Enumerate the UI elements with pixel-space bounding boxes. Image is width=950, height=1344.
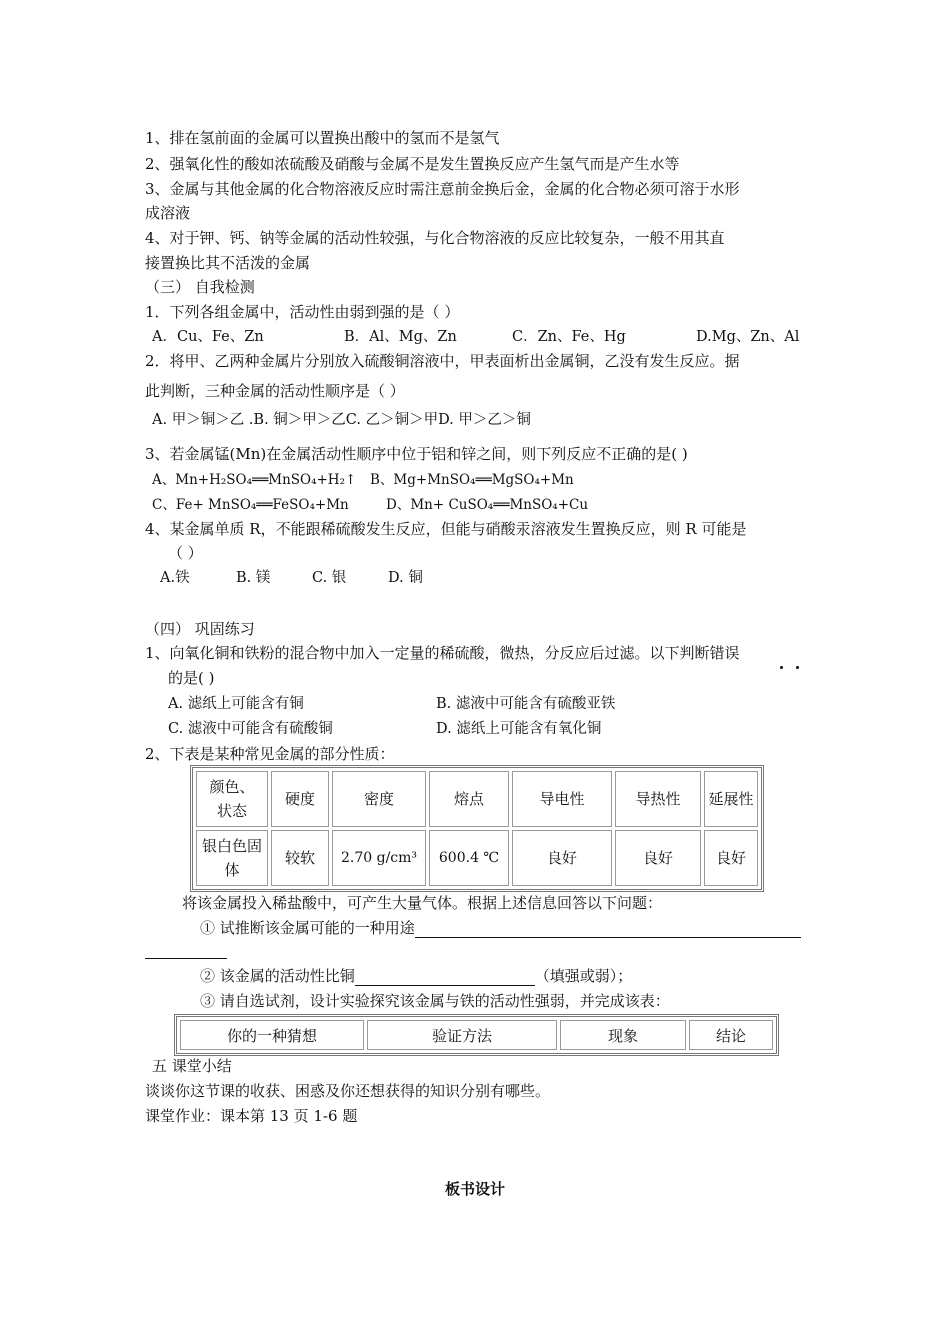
cell-color-state xyxy=(196,830,268,886)
s3-q3-option-c: C、Fe+ MnSO₄══FeSO₄+Mn xyxy=(152,497,349,513)
cell-color-line1: 银白色固 xyxy=(201,837,262,855)
note-3-line1: 3、金属与其他金属的化合物溶液反应时需注意前金换后金，金属的化合物必须可溶于水形 xyxy=(145,180,740,198)
header-ductility: 延展性 xyxy=(704,771,758,827)
header-density: 密度 xyxy=(332,771,426,827)
note-1: 1、排在氢前面的金属可以置换出酸中的氢而不是氢气 xyxy=(145,129,500,147)
board-design-title: 板书设计 xyxy=(444,1180,505,1198)
s3-q3-option-a: A、Mn+H₂SO₄══MnSO₄+H₂↑ xyxy=(152,472,357,488)
note-3-line2: 成溶液 xyxy=(145,204,191,222)
section-5-heading: 五 课堂小结 xyxy=(152,1057,232,1075)
s3-q4-option-c: C. 银 xyxy=(312,570,347,586)
s3-q4-answer-paren: （ ） xyxy=(168,544,203,562)
s4-q1-stem-line1: 1、向氧化铜和铁粉的混合物中加入一定量的稀硫酸，微热，分反应后过滤。以下判断错误 xyxy=(145,644,740,662)
section-3-heading: （三） 自我检测 xyxy=(145,278,255,296)
header-color-line2: 状态 xyxy=(216,802,247,820)
s3-q4-option-a: A.铁 xyxy=(160,570,190,586)
s4-q1-option-a: A. 滤纸上可能含有铜 xyxy=(168,696,304,712)
header-melting-point: 熔点 xyxy=(429,771,509,827)
header-color-state xyxy=(196,771,268,827)
header-phenomenon: 现象 xyxy=(560,1020,686,1050)
header-conclusion: 结论 xyxy=(689,1020,773,1050)
s4-q2-sub1 xyxy=(200,918,801,938)
header-guess: 你的一种猜想 xyxy=(180,1020,364,1050)
emphasis-dot xyxy=(796,666,799,669)
s4-q1-option-d: D. 滤纸上可能含有氧化铜 xyxy=(436,721,602,737)
s3-q3-stem: 3、若金属锰(Mn)在金属活动性顺序中位于铝和锌之间，则下列反应不正确的是( ) xyxy=(145,445,688,463)
s3-q2-stem-line1: 2．将甲、乙两种金属片分别放入硫酸铜溶液中，甲表面析出金属铜，乙没有发生反应。据 xyxy=(145,352,740,370)
section-4-heading: （四） 巩固练习 xyxy=(145,620,255,638)
s3-q3-option-d: D、Mn+ CuSO₄══MnSO₄+Cu xyxy=(386,497,589,513)
s3-q1-option-c: C．Zn、Fe、Hg xyxy=(512,329,626,345)
header-color-line1: 颜色、 xyxy=(209,778,255,796)
s3-q3-option-b: B、Mg+MnSO₄══MgSO₄+Mn xyxy=(370,472,574,488)
s5-homework: 课堂作业：课本第 13 页 1-6 题 xyxy=(145,1107,358,1125)
cell-ductility: 良好 xyxy=(704,830,758,886)
header-hardness: 硬度 xyxy=(271,771,329,827)
table-header-row xyxy=(180,1020,773,1050)
s3-q1-option-a: A．Cu、Fe、Zn xyxy=(152,329,264,345)
s3-q1-option-b: B．Al、Mg、Zn xyxy=(344,329,457,345)
s4-q2-stem: 2、下表是某种常见金属的部分性质： xyxy=(145,745,395,763)
metal-properties-table xyxy=(190,765,764,892)
cell-conductivity: 良好 xyxy=(512,830,612,886)
s4-q1-stem-line2: 的是( ) xyxy=(168,669,215,687)
answer-blank-1[interactable] xyxy=(415,921,801,938)
cell-thermal: 良好 xyxy=(615,830,701,886)
sub2-hint: （填强或弱）； xyxy=(534,967,633,985)
s4-q2-after: 将该金属投入稀盐酸中，可产生大量气体。根据上述信息回答以下问题： xyxy=(182,894,663,912)
s3-q4-stem: 4、某金属单质 R，不能跟稀硫酸发生反应，但能与硝酸汞溶液发生置换反应，则 R 可能是 xyxy=(145,520,747,538)
cell-hardness: 较软 xyxy=(271,830,329,886)
note-2: 2、强氧化性的酸如浓硫酸及硝酸与金属不是发生置换反应产生氢气而是产生水等 xyxy=(145,155,680,173)
s3-q4-option-b: B. 镁 xyxy=(236,570,271,586)
header-method: 验证方法 xyxy=(367,1020,557,1050)
table-row xyxy=(196,830,758,886)
s4-q1-option-b: B. 滤液中可能含有硫酸亚铁 xyxy=(436,696,616,712)
note-4-line2: 接置换比其不活泼的金属 xyxy=(145,254,311,272)
s4-q1-option-c: C. 滤液中可能含有硫酸铜 xyxy=(168,721,333,737)
note-4-line1: 4、对于钾、钙、钠等金属的活动性较强，与化合物溶液的反应比较复杂，一般不用其直 xyxy=(145,229,725,247)
cell-color-line2: 体 xyxy=(224,861,240,879)
header-conductivity: 导电性 xyxy=(512,771,612,827)
s3-q4-option-d: D. 铜 xyxy=(388,570,423,586)
s3-q2-options: A. 甲＞铜＞乙 .B. 铜＞甲＞乙C. 乙＞铜＞甲D. 甲＞乙＞铜 xyxy=(152,412,531,428)
emphasis-dot xyxy=(780,666,783,669)
s5-line1: 谈谈你这节课的收获、困惑及你还想获得的知识分别有哪些。 xyxy=(145,1082,551,1100)
answer-blank-2[interactable] xyxy=(355,969,535,986)
sub1-label: ① 试推断该金属可能的一种用途 xyxy=(200,919,415,937)
s3-q2-stem-line2: 此判断，三种金属的活动性顺序是（ ） xyxy=(145,382,405,400)
experiment-table xyxy=(174,1014,779,1056)
header-thermal: 导热性 xyxy=(615,771,701,827)
s3-q1-option-d: D.Mg、Zn、Al xyxy=(696,329,800,345)
sub2-label: ② 该金属的活动性比铜 xyxy=(200,967,355,985)
s3-q1-stem: 1．下列各组金属中，活动性由弱到强的是（ ） xyxy=(145,303,460,321)
table-header-row xyxy=(196,771,758,827)
s4-q2-sub3: ③ 请自选试剂，设计实验探究该金属与铁的活动性强弱，并完成该表： xyxy=(200,992,670,1010)
cell-melting-point: 600.4 ℃ xyxy=(429,830,509,886)
cell-density: 2.70 g/cm³ xyxy=(332,830,426,886)
answer-blank-1-continued[interactable] xyxy=(145,958,227,959)
s4-q2-sub2 xyxy=(200,966,632,986)
